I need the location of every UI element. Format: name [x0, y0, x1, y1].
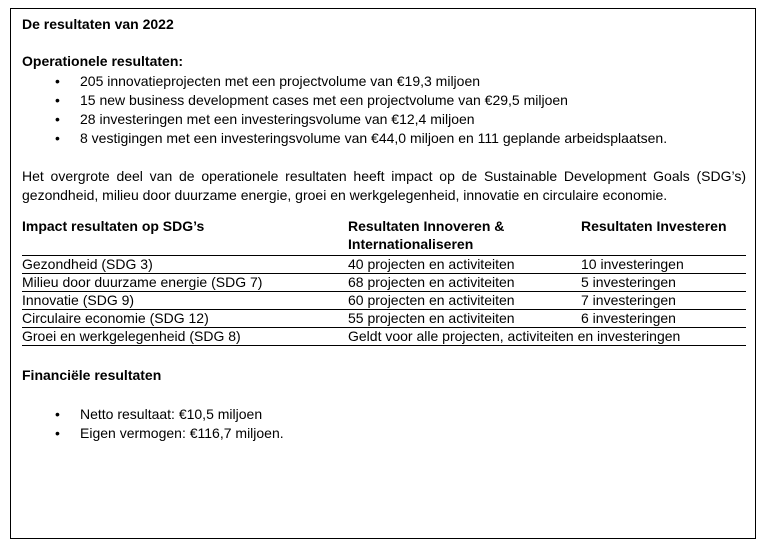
financial-heading: Financiële resultaten: [22, 367, 162, 383]
table-cell: 55 projecten en activiteiten: [348, 310, 581, 328]
table-cell: 5 investeringen: [581, 274, 746, 292]
operational-list: [22, 72, 745, 148]
table-cell-merged: Geldt voor alle projecten, activiteiten en investeringen: [348, 328, 746, 346]
table-header-row: [22, 217, 746, 256]
list-item: • 28 investeringen met een investeringsvolume van €12,4 miljoen: [55, 111, 475, 127]
bullet-icon: •: [55, 406, 60, 422]
sdg-paragraph: Het overgrote deel van de operationele resultaten heeft impact op de Sustainable Development Goals (SDG’s) gezondheid, milieu door duurzame energie, groei en werkgelegenheid, innovatie en circulaire economie.: [22, 168, 746, 203]
bullet-icon: •: [55, 92, 60, 108]
header-investeren: Resultaten Investeren: [581, 218, 727, 234]
table-row: [22, 274, 746, 292]
document-title: De resultaten van 2022: [22, 16, 174, 32]
table-cell: Gezondheid (SDG 3): [22, 256, 348, 274]
header-impact: Impact resultaten op SDG’s: [22, 218, 205, 234]
bullet-icon: •: [55, 111, 60, 127]
operational-heading: Operationele resultaten:: [22, 53, 184, 69]
table-row: [22, 292, 746, 310]
table-cell: 60 projecten en activiteiten: [348, 292, 581, 310]
table-row: [22, 310, 746, 328]
table-cell: 68 projecten en activiteiten: [348, 274, 581, 292]
list-item: • 15 new business development cases met een projectvolume van €29,5 miljoen: [55, 92, 568, 108]
bullet-icon: •: [55, 73, 60, 89]
header-innoveren: Resultaten Innoveren & Internationaliseren: [348, 218, 505, 252]
financial-list: [22, 405, 745, 443]
bullet-icon: •: [55, 425, 60, 441]
list-item: • 8 vestigingen met een investeringsvolume van €44,0 miljoen en 111 geplande arbeidsplaatsen.: [55, 130, 668, 146]
list-item: • 205 innovatieprojecten met een projectvolume van €19,3 miljoen: [55, 73, 481, 89]
results-document: [10, 8, 756, 539]
table-cell: 40 projecten en activiteiten: [348, 256, 581, 274]
list-item: • Eigen vermogen: €116,7 miljoen.: [55, 425, 284, 441]
list-item: • Netto resultaat: €10,5 miljoen: [55, 406, 263, 422]
sdg-table: [22, 217, 746, 346]
table-cell: Milieu door duurzame energie (SDG 7): [22, 274, 348, 292]
table-row: [22, 256, 746, 274]
table-cell: 10 investeringen: [581, 256, 746, 274]
table-cell: Circulaire economie (SDG 12): [22, 310, 348, 328]
table-cell: 7 investeringen: [581, 292, 746, 310]
bullet-icon: •: [55, 130, 60, 146]
table-cell: Groei en werkgelegenheid (SDG 8): [22, 328, 348, 346]
table-cell: 6 investeringen: [581, 310, 746, 328]
table-row: [22, 328, 746, 346]
table-cell: Innovatie (SDG 9): [22, 292, 348, 310]
